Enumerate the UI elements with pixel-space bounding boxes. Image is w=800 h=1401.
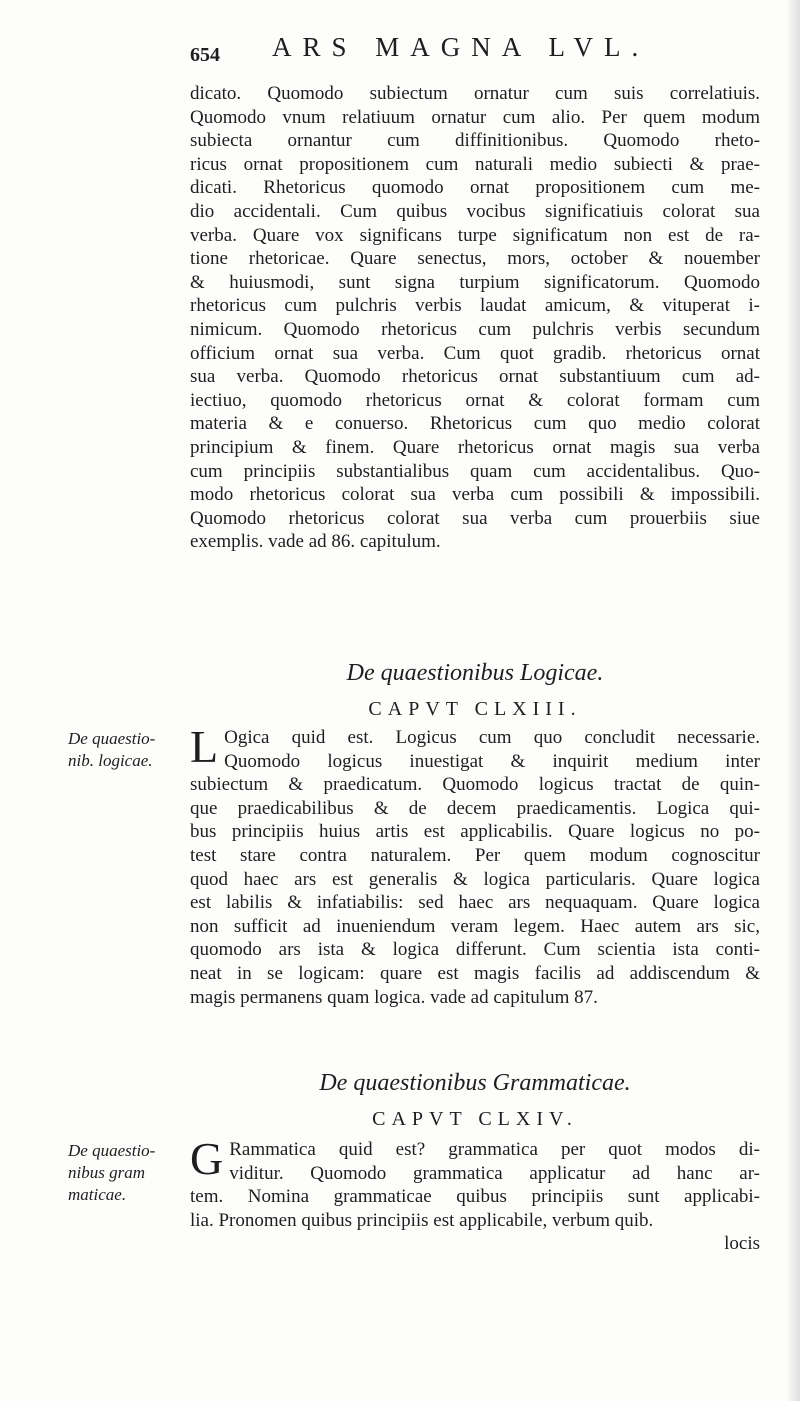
text-line: nimicum. Quomodo rhetoricus cum pulchris verbis secundum [190,318,760,340]
text-line: Quomodo vnum relatiuum ornatur cum alio. Per quem modum [190,106,760,128]
text-line: lia. Pronomen quibus principiis est applicabile, verbum quib. [190,1209,654,1231]
margin-note-line: nibus gram [68,1163,145,1182]
text-line: & huiusmodi, sunt signa turpium significatorum. Quomodo [190,271,760,293]
logic-paragraph [190,721,760,1009]
text-line: verba. Quare vox significans turpe significatum non est de ra- [190,224,760,246]
text-line: Quomodo rhetoricus colorat sua verba cum prouerbiis siue [190,507,760,529]
text-line: Rammatica quid est? grammatica per quot modos di- [229,1139,760,1160]
text-line: tione rhetoricae. Quare senectus, mors, october & nouember [190,248,760,270]
text-line: non sufficit ad inueniendum veram legem. Haec autem ars sic, [190,915,760,937]
text-line: est labilis & infatiabilis: sed haec ars nequaquam. Quare logica [190,892,760,914]
text-line: sua verba. Quomodo rhetoricus ornat substantiuum cum ad- [190,366,760,388]
running-title: ARS MAGNA LVL. [272,32,650,62]
text-line: tem. Nomina grammaticae quibus principiis sunt applicabi- [190,1186,760,1208]
grammar-section-heading: De quaestionibus Grammaticae. [319,1070,631,1096]
intro-paragraph [190,82,760,554]
page-number: 654 [190,44,220,66]
text-line: test stare contra naturalem. Per quem modum cognoscitur [190,844,760,866]
logic-section-heading: De quaestionibus Logicae. [346,660,604,686]
text-line: ricus ornat propositionem cum naturali medio subiecti & prae- [190,153,760,175]
text-line: subiectum & praedicatum. Quomodo logicus tractat de quin- [190,774,760,796]
grammar-drop-initial: G [190,1133,224,1184]
text-line: dio accidentali. Cum quibus vocibus significatiuis colorat sua [190,200,760,222]
text-line: materia & e conuerso. Rhetoricus cum quo medio colorat [190,413,760,435]
logic-margin-note [68,728,186,772]
grammar-margin-note [68,1140,186,1206]
text-line: exemplis. vade ad 86. capitulum. [190,531,441,553]
text-line: Ogica quid est. Logicus cum quo concludit necessarie. [224,727,760,748]
text-line: quod haec ars est generalis & logica particularis. Quare logica [190,868,760,890]
grammar-paragraph [190,1133,760,1232]
page-header [190,30,750,74]
text-line: dicati. Rhetoricus quomodo ornat propositionem cum me- [190,177,760,199]
logic-chapter-label: CAPVT CLXIII. [368,698,582,720]
margin-note-line: nib. logicae. [68,751,153,770]
text-line: subiecta ornantur cum diffinitionibus. Quomodo rheto- [190,130,760,152]
text-line: officium ornat sua verba. Cum quot gradib. rhetoricus ornat [190,342,760,364]
text-line: quomodo ars ista & logica differunt. Cum scientia ista conti- [190,939,760,961]
margin-note-line: De quaestio- [68,729,156,748]
text-line: principium & finem. Quare rhetoricus ornat magis sua verba [190,436,760,458]
logic-drop-initial: L [190,721,219,772]
text-line: dicato. Quomodo subiectum ornatur cum suis correlatiuis. [190,83,760,104]
page-edge-shadow [786,0,800,1401]
text-line: rhetoricus cum pulchris verbis laudat amicum, & vituperat i- [190,295,760,317]
text-line: iectiuo, quomodo rhetoricus ornat & colorat formam cum [190,389,760,411]
text-line: que praedicabilibus & de decem praedicamentis. Logica qui- [190,797,760,819]
text-line: cum principiis substantialibus quam cum accidentalibus. Quo- [190,460,760,482]
margin-note-line: maticae. [68,1185,127,1204]
text-line: bus principiis huius artis est applicabilis. Quare logicus no po- [190,821,760,843]
text-line: magis permanens quam logica. vade ad capitulum 87. [190,986,598,1008]
text-line: Quomodo logicus inuestigat & inquirit medium inter [224,750,760,772]
grammar-chapter-label: CAPVT CLXIV. [372,1108,578,1130]
catchword-row [190,1232,760,1256]
text-line: modo rhetoricus colorat sua verba cum possibili & impossibili. [190,484,760,506]
text-line: viditur. Quomodo grammatica applicatur ad hanc ar- [229,1162,760,1184]
text-line: neat in se logicam: quare est magis facilis ad addiscendum & [190,962,760,984]
margin-note-line: De quaestio- [68,1141,156,1160]
catchword: locis [724,1233,760,1254]
